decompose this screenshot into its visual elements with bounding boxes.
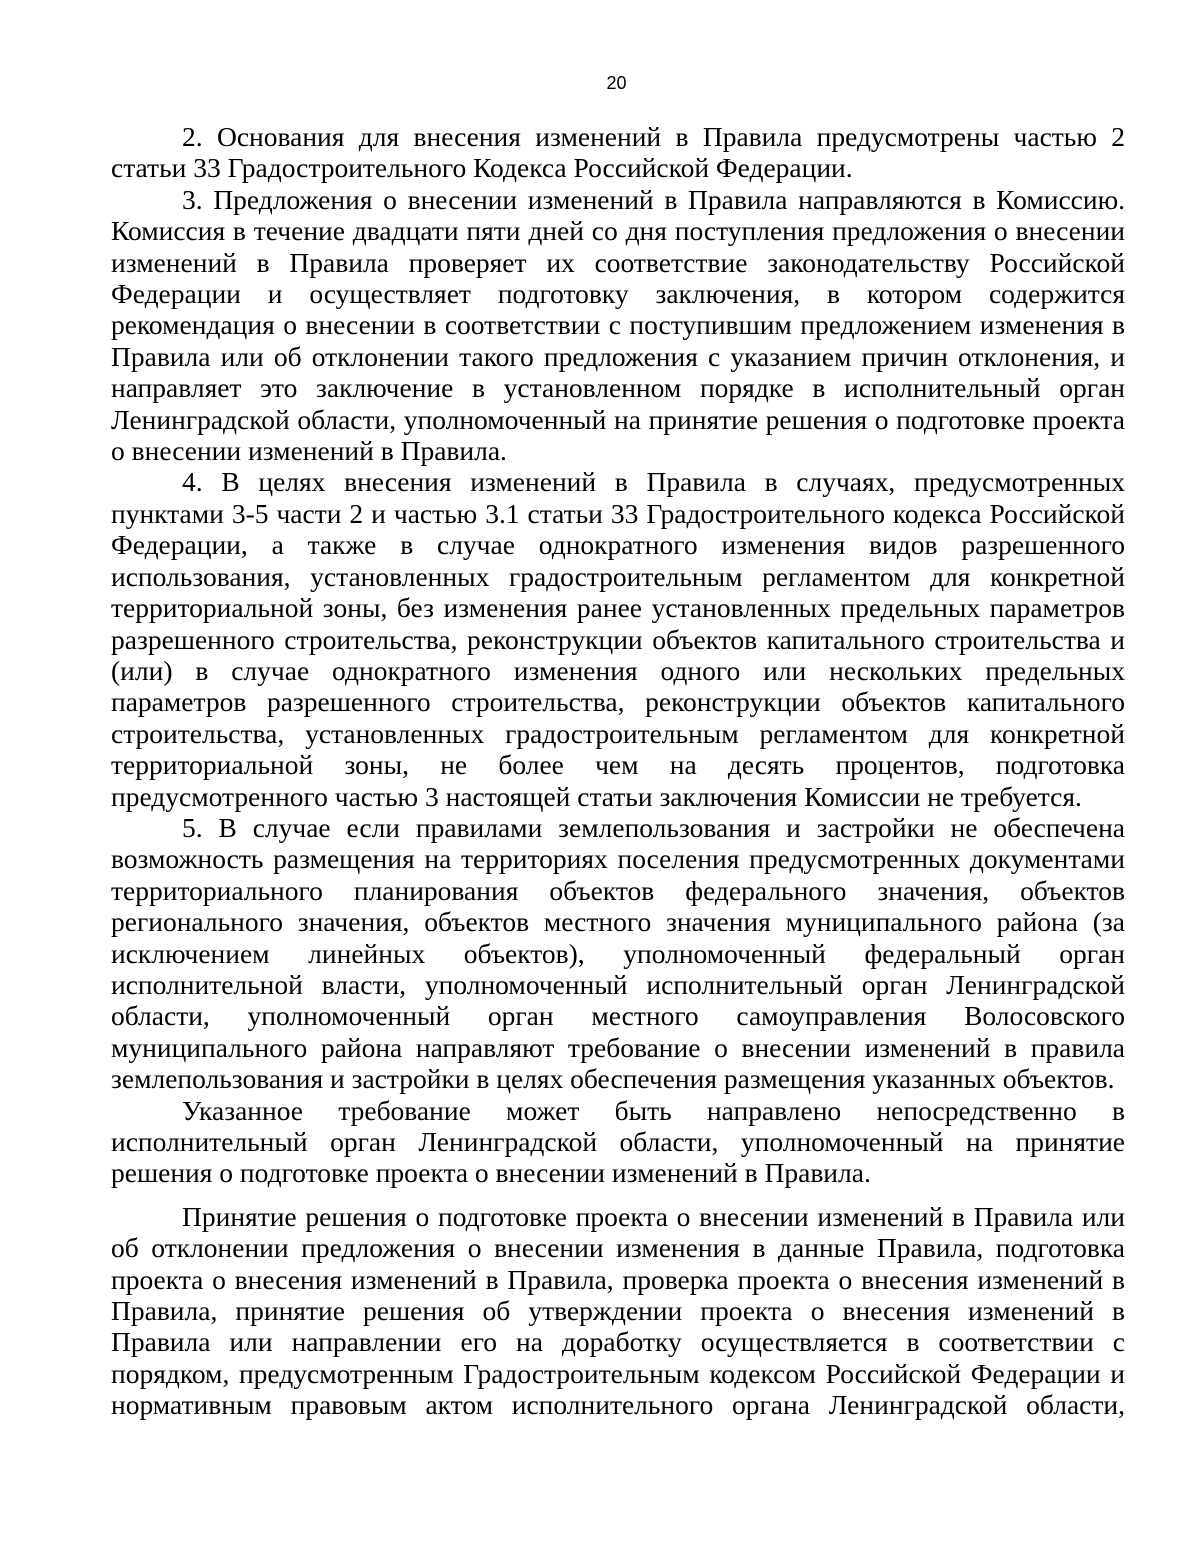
paragraph-clause-2: 2. Основания для внесения изменений в Правила предусмотрены частью 2 статьи 33 Градостроительного Кодекса Российской Федерации.: [111, 121, 1125, 184]
document-body: [111, 121, 1125, 1421]
page-number: 20: [606, 73, 627, 93]
paragraph-clause-3: 3. Предложения о внесении изменений в Правила направляются в Комиссию. Комиссия в течение двадцати пяти дней со дня поступления предложения о внесении изменений в Правила проверяет их соответствие законодательству Российской Федерации и осуществляет подготовку заключения, в котором содержится рекомендация о внесении в соответствии с поступившим предложением изменения в Правила или об отклонении такого предложения с указанием причин отклонения, и направляет это заключение в установленном порядке в исполнительный орган Ленинградской области, уполномоченный на принятие решения о подготовке проекта о внесении изменений в Правила.: [111, 183, 1125, 467]
paragraph-clause-4: 4. В целях внесения изменений в Правила в случаях, предусмотренных пунктами 3-5 части 2 и частью 3.1 статьи 33 Градостроительного кодекса Российской Федерации, а также в случае однократного изменения видов разрешенного использования, установленных градостроительным регламентом для конкретной территориальной зоны, без изменения ранее установленных предельных параметров разрешенного строительства, реконструкции объектов капитального строительства и (или) в случае однократного изменения одного или нескольких предельных параметров разрешенного строительства, реконструкции объектов капитального строительства, установленных градостроительным регламентом для конкретной территориальной зоны, не более чем на десять процентов, подготовка предусмотренного частью 3 настоящей статьи заключения Комиссии не требуется.: [111, 466, 1125, 812]
paragraph-requirement-direction: Указанное требование может быть направлено непосредственно в исполнительный орган Ленинградской области, уполномоченный на принятие решения о подготовке проекта о внесении изменений в Правила.: [111, 1094, 1125, 1189]
paragraph-clause-5: 5. В случае если правилами землепользования и застройки не обеспечена возможность размещения на территориях поселения предусмотренных документами территориального планирования объектов федерального значения, объектов регионального значения, объектов местного значения муниципального района (за исключением линейных объектов), уполномоченный федеральный орган исполнительной власти, уполномоченный исполнительный орган Ленинградской области, уполномоченный орган местного самоуправления Волосовского муниципального района направляют требование о внесении изменений в правила землепользования и застройки в целях обеспечения размещения указанных объектов.: [111, 811, 1125, 1095]
paragraph-decision-procedure: Принятие решения о подготовке проекта о внесении изменений в Правила или об отклонении предложения о внесении изменения в данные Правила, подготовка проекта о внесения изменений в Правила, проверка проекта о внесения изменений в Правила, принятие решения об утверждении проекта о внесения изменений в Правила или направлении его на доработку осуществляется в соответствии с порядком, предусмотренным Градостроительным кодексом Российской Федерации и нормативным правовым актом исполнительного органа Ленинградской области,: [111, 1200, 1125, 1421]
